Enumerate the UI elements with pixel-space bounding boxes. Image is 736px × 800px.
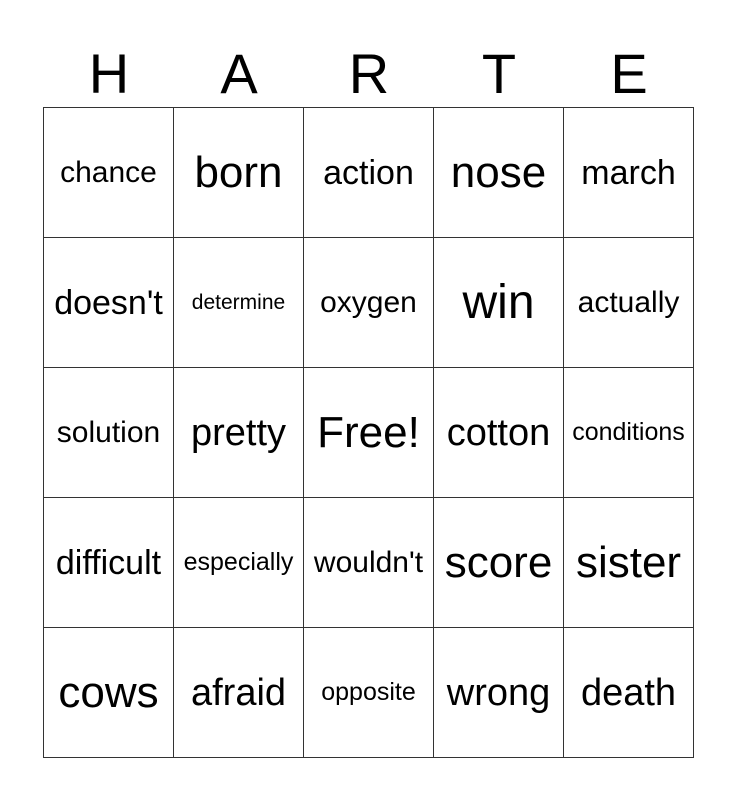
header-letter-h: H <box>88 42 130 105</box>
bingo-cell-r3c4[interactable]: sister <box>564 498 694 628</box>
bingo-cell-r3c1[interactable]: especially <box>174 498 304 628</box>
bingo-cell-r1c1[interactable]: determine <box>174 238 304 368</box>
bingo-cell-r3c2[interactable]: wouldn't <box>304 498 434 628</box>
bingo-cell-r4c2[interactable]: opposite <box>304 628 434 758</box>
bingo-cell-r4c1[interactable]: afraid <box>174 628 304 758</box>
header-letter-a: A <box>220 42 258 105</box>
bingo-cell-r0c3[interactable]: nose <box>434 108 564 238</box>
bingo-cell-r0c0[interactable]: chance <box>44 108 174 238</box>
bingo-cell-r0c4[interactable]: march <box>564 108 694 238</box>
bingo-cell-free[interactable]: Free! <box>304 368 434 498</box>
bingo-cell-r1c4[interactable]: actually <box>564 238 694 368</box>
bingo-cell-r1c2[interactable]: oxygen <box>304 238 434 368</box>
header-letter-e: E <box>610 42 648 105</box>
bingo-cell-r4c0[interactable]: cows <box>44 628 174 758</box>
bingo-cell-r0c2[interactable]: action <box>304 108 434 238</box>
header-letter-r: R <box>348 42 390 105</box>
bingo-cell-r2c3[interactable]: cotton <box>434 368 564 498</box>
bingo-cell-r2c0[interactable]: solution <box>44 368 174 498</box>
bingo-cell-r3c3[interactable]: score <box>434 498 564 628</box>
bingo-header <box>44 40 694 108</box>
bingo-cell-r1c3[interactable]: win <box>434 238 564 368</box>
bingo-cell-r4c3[interactable]: wrong <box>434 628 564 758</box>
bingo-board <box>43 107 694 758</box>
header-letter-t: T <box>481 42 517 105</box>
bingo-cell-r2c4[interactable]: conditions <box>564 368 694 498</box>
bingo-cell-r1c0[interactable]: doesn't <box>44 238 174 368</box>
bingo-cell-r2c1[interactable]: pretty <box>174 368 304 498</box>
bingo-cell-r4c4[interactable]: death <box>564 628 694 758</box>
bingo-cell-r3c0[interactable]: difficult <box>44 498 174 628</box>
bingo-cell-r0c1[interactable]: born <box>174 108 304 238</box>
